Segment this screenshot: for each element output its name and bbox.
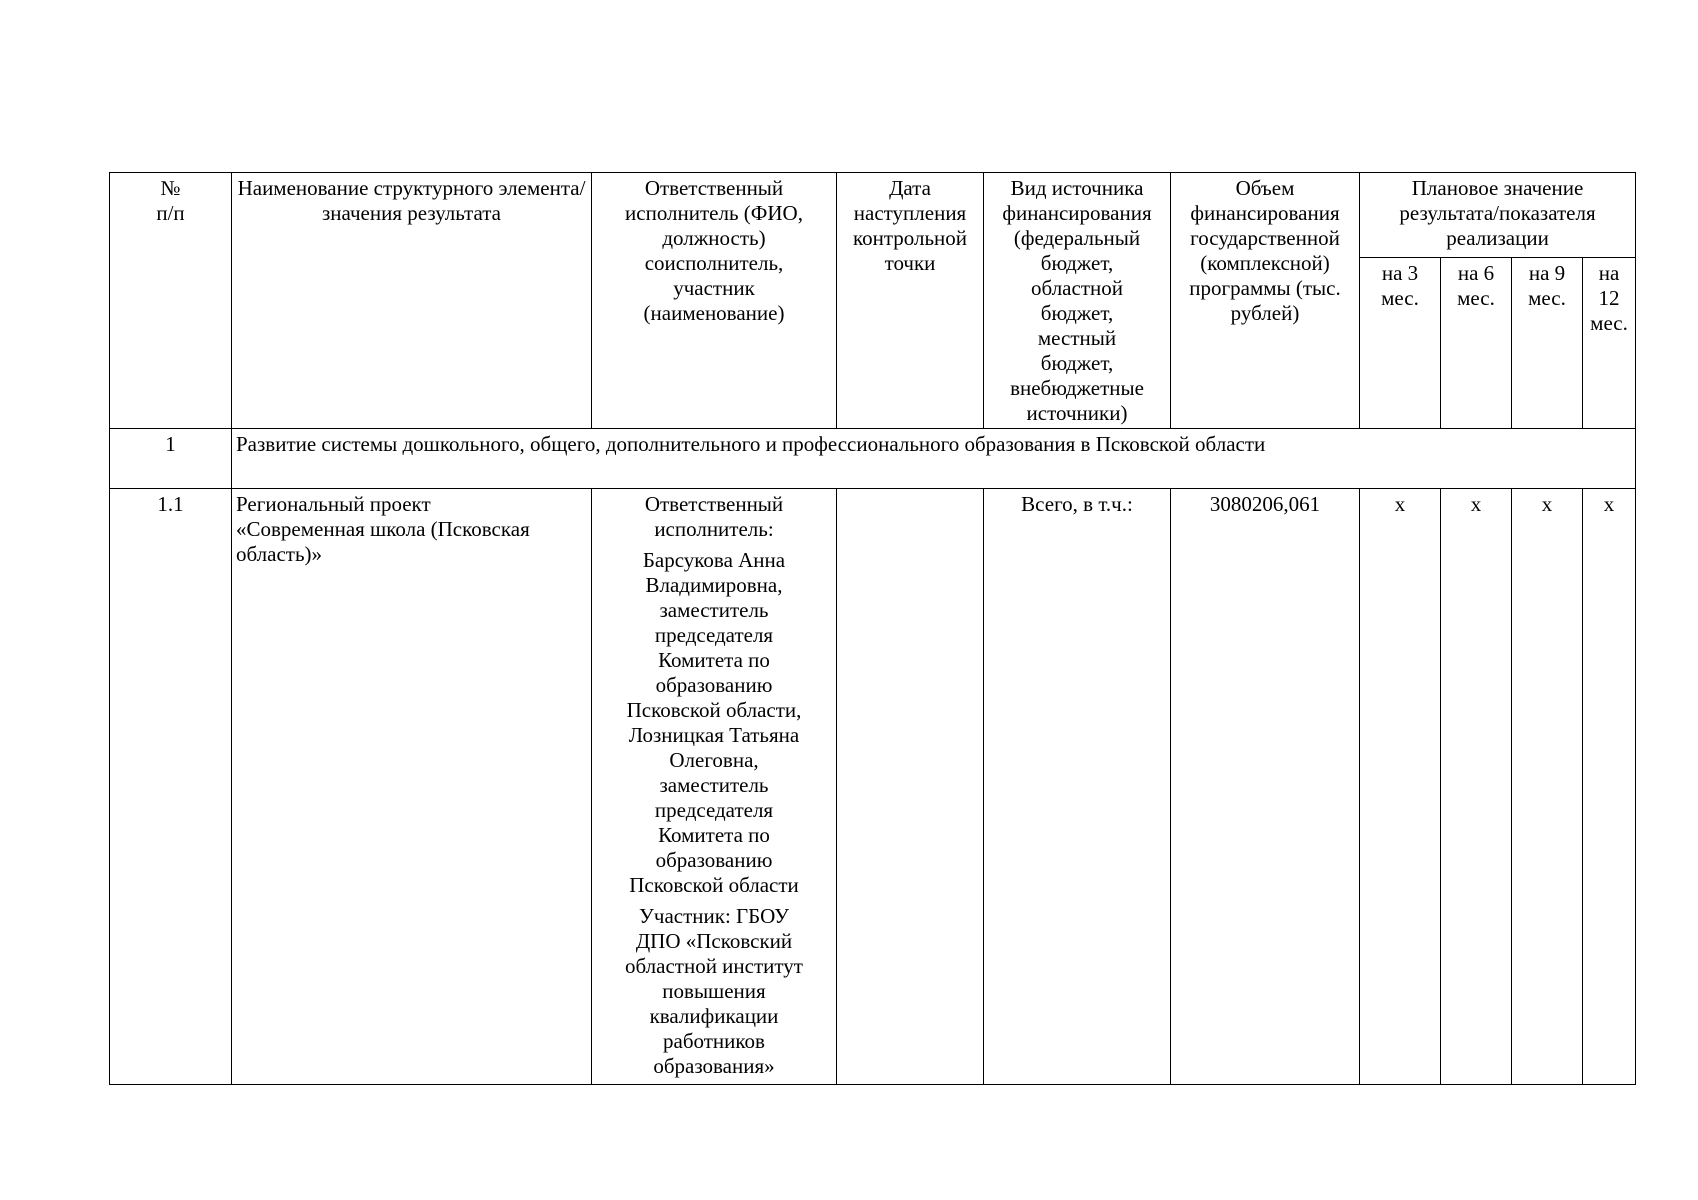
responsible-label-line: исполнитель: [654, 517, 774, 541]
header-period-line: мес. [1590, 310, 1628, 335]
section-title: Развитие системы дошкольного, общего, дополнительного и профессионального образования в Псковской области [232, 429, 1636, 489]
row-name-line: «Современная школа (Псковская [236, 517, 530, 541]
participant-line: Участник: ГБОУ [639, 904, 789, 928]
responsible-people-line: Псковской области [629, 873, 799, 897]
row-volume: 3080206,061 [1171, 489, 1360, 1085]
header-volume-line: (комплексной) [1200, 251, 1330, 275]
row-q6: х [1441, 489, 1512, 1085]
header-source-line: источники) [1026, 401, 1128, 425]
row-date [837, 489, 984, 1085]
row-name-line: Региональный проект [236, 492, 431, 516]
header-responsible-line: должность) [662, 226, 766, 250]
row-name-line: область)» [236, 542, 323, 566]
header-date-line: точки [884, 251, 936, 275]
participant [596, 904, 832, 1079]
header-source [984, 173, 1171, 429]
header-responsible-line: участник [673, 276, 755, 300]
header-date [837, 173, 984, 429]
table-row [110, 429, 1636, 489]
responsible-people-line: образованию [655, 848, 773, 872]
header-date-line: контрольной [852, 226, 968, 250]
header-period-9 [1512, 257, 1583, 428]
row-q9: х [1512, 489, 1583, 1085]
responsible-people [596, 548, 832, 898]
table-row [110, 489, 1636, 1085]
responsible-people-line: заместитель [659, 773, 769, 797]
header-date-line: Дата [889, 176, 931, 200]
header-period-line: на 3 [1381, 260, 1419, 285]
header-volume-line: государственной [1190, 226, 1340, 250]
header-source-line: финансирования [1002, 201, 1152, 225]
plan-table [109, 172, 1636, 1085]
header-period-line: на 9 [1528, 260, 1566, 285]
participant-line: образования» [653, 1054, 775, 1078]
header-source-line: внебюджетные [1010, 376, 1144, 400]
row-name [232, 489, 592, 1085]
participant-line: квалификации [649, 1004, 779, 1028]
row-q3: х [1360, 489, 1441, 1085]
responsible-label-line: Ответственный [644, 492, 784, 516]
responsible-people-line: Олеговна, [669, 748, 759, 772]
header-period-line: мес. [1528, 285, 1566, 310]
header-period-6 [1441, 257, 1512, 428]
participant-line: работников [663, 1029, 765, 1053]
header-period-line: на [1598, 260, 1620, 285]
header-responsible-line: (наименование) [643, 301, 785, 325]
header-date-line: наступления [853, 201, 967, 225]
header-planned-line: реализации [1446, 226, 1549, 250]
header-volume [1171, 173, 1360, 429]
responsible-people-line: Псковской области, [626, 698, 802, 722]
responsible-people-line: заместитель [659, 598, 769, 622]
header-period-line: мес. [1381, 285, 1419, 310]
participant-line: областной институт [625, 954, 803, 978]
responsible-people-line: Владимировна, [645, 573, 783, 597]
header-source-line: (федеральный [1013, 226, 1141, 250]
responsible-label [596, 492, 832, 542]
header-source-line: местный [1037, 326, 1117, 350]
responsible-people-line: образованию [655, 673, 773, 697]
header-period-line: 12 [1598, 285, 1620, 310]
header-num-line: № [160, 176, 181, 200]
header-planned-line: результата/показателя [1399, 201, 1596, 225]
header-period-12 [1583, 257, 1636, 428]
header-name: Наименование структурного элемента/ значения результата [232, 173, 592, 429]
header-period-line: мес. [1457, 285, 1495, 310]
participant-line: ДПО «Псковский [635, 929, 793, 953]
header-num-line: п/п [156, 201, 185, 225]
header-source-line: Вид источника [1010, 176, 1144, 200]
responsible-people-line: Комитета по [658, 648, 770, 672]
header-volume-line: финансирования [1190, 201, 1340, 225]
table-header-row [110, 173, 1636, 258]
row-source: Всего, в т.ч.: [984, 489, 1171, 1085]
header-planned [1360, 173, 1636, 258]
responsible-people-line: председателя [654, 623, 774, 647]
header-period-3 [1360, 257, 1441, 428]
row-q12: х [1583, 489, 1636, 1085]
header-source-line: бюджет, [1040, 351, 1114, 375]
row-num: 1.1 [110, 489, 232, 1085]
row-num: 1 [110, 429, 232, 489]
row-responsible [592, 489, 837, 1085]
participant-line: повышения [662, 979, 766, 1003]
header-source-line: бюджет, [1040, 251, 1114, 275]
header-num [110, 173, 232, 429]
header-volume-line: рублей) [1230, 301, 1300, 325]
header-responsible [592, 173, 837, 429]
responsible-people-line: Лозницкая Татьяна [628, 723, 800, 747]
header-source-line: областной [1031, 276, 1123, 300]
header-responsible-line: исполнитель (ФИО, [625, 201, 803, 225]
responsible-people-line: Комитета по [658, 823, 770, 847]
header-period-line: на 6 [1457, 260, 1495, 285]
header-responsible-line: соисполнитель, [644, 251, 784, 275]
responsible-people-line: Барсукова Анна [642, 548, 786, 572]
header-source-line: бюджет, [1040, 301, 1114, 325]
header-volume-line: Объем [1235, 176, 1295, 200]
responsible-people-line: председателя [654, 798, 774, 822]
header-volume-line: программы (тыс. [1189, 276, 1341, 300]
header-planned-line: Плановое значение [1411, 176, 1584, 200]
header-responsible-line: Ответственный [644, 176, 784, 200]
